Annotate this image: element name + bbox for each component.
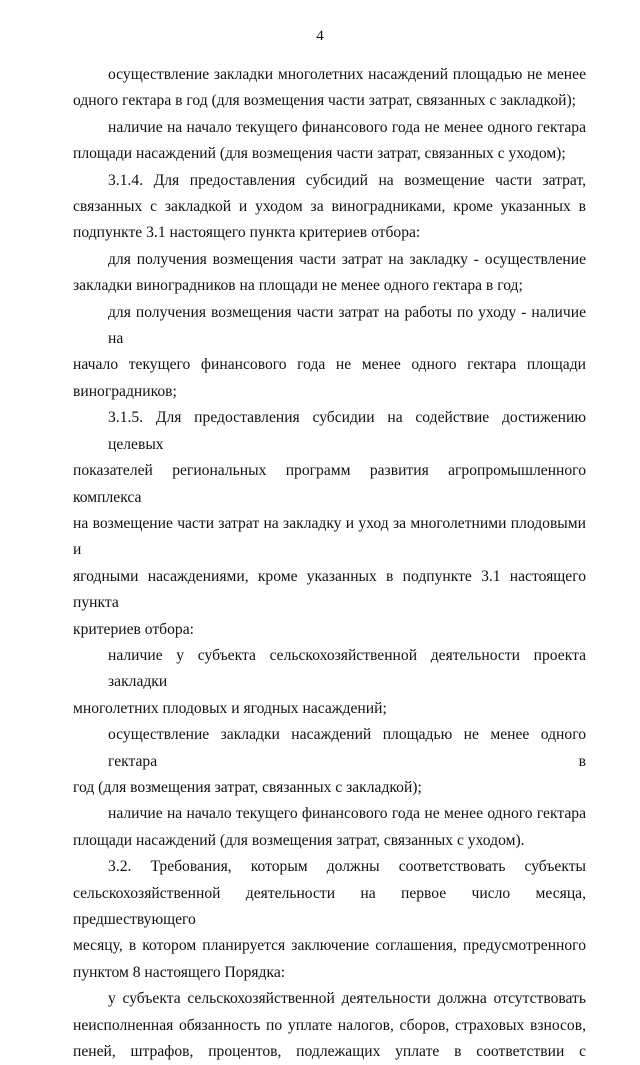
text-line: для получения возмещения части затрат на закладку - осуществление [108, 250, 586, 268]
text-line: наличие на начало текущего финансового года не менее одного гектара [108, 118, 586, 136]
text-line: критериев отбора: [73, 620, 194, 638]
text-line: осуществление закладки многолетних насаждений площадью не менее [108, 66, 586, 83]
text-line: связанных с закладкой и уходом за виноградниками, кроме указанных в [73, 198, 586, 216]
text-line: наличие на начало текущего финансового года не менее одного гектара [108, 805, 586, 823]
text-line: неисполненная обязанность по уплате налогов, сборов, страховых взносов, [73, 1016, 586, 1034]
paragraph [73, 986, 586, 1065]
paragraph [73, 168, 586, 247]
paragraph [73, 854, 586, 986]
text-line: 3.1.4. Для предоставления субсидий на возмещение части затрат, [108, 171, 586, 189]
paragraph [73, 801, 586, 854]
text-line: на возмещение части затрат на закладку и уход за многолетними плодовыми и [73, 514, 586, 559]
paragraph [73, 722, 586, 801]
text-line: сельскохозяйственной деятельности на первое число месяца, предшествующего [73, 884, 586, 928]
paragraph [73, 300, 586, 406]
text-line: для получения возмещения части затрат на работы по уходу - наличие на [108, 303, 586, 348]
text-line: пунктом 8 настоящего Порядка: [73, 963, 286, 981]
text-line: у субъекта сельскохозяйственной деятельности должна отсутствовать [108, 990, 586, 1008]
paragraph [73, 643, 586, 722]
text-line: показателей региональных программ развития агропромышленного комплекса [73, 462, 586, 506]
document-body [73, 62, 586, 1065]
text-line: 3.2. Требования, которым должны соответствовать субъекты [108, 858, 586, 876]
text-line: наличие у субъекта сельскохозяйственной деятельности проекта закладки [108, 646, 586, 691]
text-line: многолетних плодовых и ягодных насаждений; [73, 699, 387, 717]
paragraph [73, 405, 586, 643]
text-line: ягодными насаждениями, кроме указанных в подпункте 3.1 настоящего пункта [73, 567, 586, 612]
text-line: площади насаждений (для возмещения затрат, связанных с уходом). [73, 831, 525, 849]
page-number: 4 [316, 28, 324, 44]
text-line: закладки виноградников на площади не менее одного гектара в год; [73, 277, 523, 295]
text-line: подпункте 3.1 настоящего пункта критериев отбора: [73, 224, 421, 242]
text-line: осуществление закладки насаждений площадью не менее одного гектара в [108, 726, 586, 770]
text-line: площади насаждений (для возмещения части затрат, связанных с уходом); [73, 145, 566, 163]
paragraph [73, 62, 586, 115]
text-line: одного гектара в год (для возмещения части затрат, связанных с закладкой); [73, 92, 576, 110]
text-line: 3.1.5. Для предоставления субсидии на содействие достижению целевых [108, 409, 586, 453]
paragraph [73, 247, 586, 300]
text-line: год (для возмещения затрат, связанных с закладкой); [73, 778, 422, 796]
text-line: виноградников; [73, 382, 177, 400]
text-line: начало текущего финансового года не менее одного гектара площади [73, 356, 586, 374]
paragraph [73, 115, 586, 168]
text-line: месяцу, в котором планируется заключение соглашения, предусмотренного [73, 937, 586, 955]
text-line: пеней, штрафов, процентов, подлежащих уплате в соответствии с [73, 1043, 586, 1061]
